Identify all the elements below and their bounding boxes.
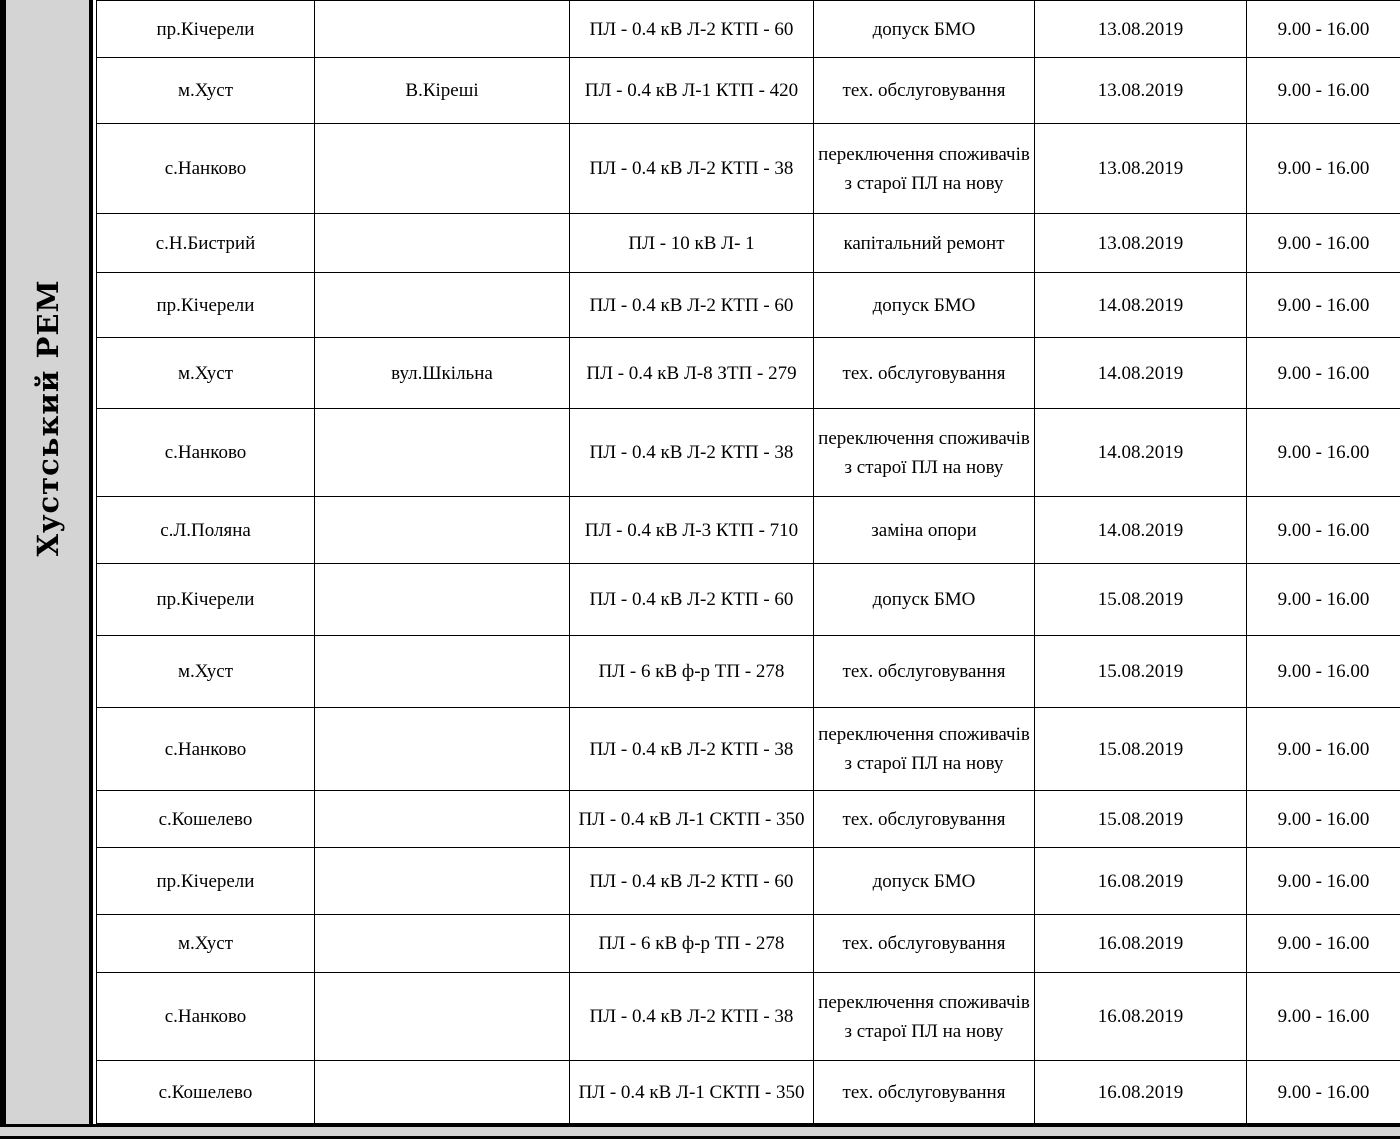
- time-cell: 9.00 - 16.00: [1247, 564, 1400, 636]
- time-cell: 9.00 - 16.00: [1247, 338, 1400, 409]
- date-cell: 13.08.2019: [1035, 214, 1247, 273]
- settlement-cell: пр.Кічерели: [97, 564, 315, 636]
- power-line-cell: ПЛ - 0.4 кВ Л-1 СКТП - 350: [570, 1061, 814, 1124]
- time-cell: 9.00 - 16.00: [1247, 636, 1400, 708]
- time-cell: 9.00 - 16.00: [1247, 58, 1400, 124]
- street-cell: [315, 409, 570, 497]
- settlement-cell: с.Кошелево: [97, 1061, 315, 1124]
- date-cell: 14.08.2019: [1035, 338, 1247, 409]
- work-type-cell: переключення споживачів з старої ПЛ на нову: [814, 973, 1035, 1061]
- power-line-cell: ПЛ - 0.4 кВ Л-2 КТП - 60: [570, 564, 814, 636]
- power-line-cell: ПЛ - 0.4 кВ Л-8 ЗТП - 279: [570, 338, 814, 409]
- settlement-cell: м.Хуст: [97, 58, 315, 124]
- power-line-cell: ПЛ - 0.4 кВ Л-2 КТП - 60: [570, 1, 814, 58]
- table-row: [97, 915, 1400, 973]
- work-type-cell: тех. обслуговування: [814, 636, 1035, 708]
- power-line-cell: ПЛ - 6 кВ ф-р ТП - 278: [570, 636, 814, 708]
- time-cell: 9.00 - 16.00: [1247, 273, 1400, 338]
- time-cell: 9.00 - 16.00: [1247, 1, 1400, 58]
- date-cell: 14.08.2019: [1035, 273, 1247, 338]
- table-row: [97, 58, 1400, 124]
- table-row: [97, 1061, 1400, 1124]
- street-cell: [315, 214, 570, 273]
- work-type-cell: тех. обслуговування: [814, 338, 1035, 409]
- date-cell: 13.08.2019: [1035, 124, 1247, 214]
- date-cell: 16.08.2019: [1035, 973, 1247, 1061]
- rem-label: Хустський РЕМ: [30, 279, 65, 557]
- work-type-cell: тех. обслуговування: [814, 915, 1035, 973]
- settlement-cell: пр.Кічерели: [97, 1, 315, 58]
- work-type-cell: допуск БМО: [814, 564, 1035, 636]
- work-type-cell: заміна опори: [814, 497, 1035, 564]
- power-line-cell: ПЛ - 0.4 кВ Л-2 КТП - 38: [570, 708, 814, 791]
- date-cell: 15.08.2019: [1035, 636, 1247, 708]
- table-row: [97, 708, 1400, 791]
- work-type-cell: допуск БМО: [814, 273, 1035, 338]
- work-type-cell: переключення споживачів з старої ПЛ на нову: [814, 409, 1035, 497]
- street-cell: [315, 497, 570, 564]
- power-line-cell: ПЛ - 0.4 кВ Л-2 КТП - 60: [570, 848, 814, 915]
- time-cell: 9.00 - 16.00: [1247, 214, 1400, 273]
- date-cell: 14.08.2019: [1035, 409, 1247, 497]
- table-row: [97, 497, 1400, 564]
- date-cell: 15.08.2019: [1035, 708, 1247, 791]
- time-cell: 9.00 - 16.00: [1247, 848, 1400, 915]
- work-type-cell: переключення споживачів з старої ПЛ на нову: [814, 708, 1035, 791]
- settlement-cell: м.Хуст: [97, 636, 315, 708]
- power-line-cell: ПЛ - 6 кВ ф-р ТП - 278: [570, 915, 814, 973]
- table-row: [97, 124, 1400, 214]
- work-type-cell: тех. обслуговування: [814, 58, 1035, 124]
- work-type-cell: тех. обслуговування: [814, 1061, 1035, 1124]
- date-cell: 16.08.2019: [1035, 915, 1247, 973]
- table-row: [97, 973, 1400, 1061]
- date-cell: 14.08.2019: [1035, 497, 1247, 564]
- date-cell: 16.08.2019: [1035, 1061, 1247, 1124]
- table-row: [97, 791, 1400, 848]
- rem-cell: [4, 0, 93, 1124]
- settlement-cell: с.Нанково: [97, 708, 315, 791]
- table-row: [97, 1, 1400, 58]
- settlement-cell: с.Нанково: [97, 973, 315, 1061]
- settlement-cell: м.Хуст: [97, 915, 315, 973]
- time-cell: 9.00 - 16.00: [1247, 791, 1400, 848]
- settlement-cell: м.Хуст: [97, 338, 315, 409]
- table-row: [97, 273, 1400, 338]
- table-row: [97, 848, 1400, 915]
- date-cell: 15.08.2019: [1035, 791, 1247, 848]
- table-row: [97, 409, 1400, 497]
- outage-schedule-table: [96, 0, 1400, 1124]
- work-type-cell: капітальний ремонт: [814, 214, 1035, 273]
- work-type-cell: переключення споживачів з старої ПЛ на нову: [814, 124, 1035, 214]
- street-cell: вул.Шкільна: [315, 338, 570, 409]
- power-line-cell: ПЛ - 0.4 кВ Л-3 КТП - 710: [570, 497, 814, 564]
- bottom-border-strip: [0, 1124, 1400, 1139]
- settlement-cell: с.Л.Поляна: [97, 497, 315, 564]
- date-cell: 13.08.2019: [1035, 1, 1247, 58]
- street-cell: [315, 848, 570, 915]
- work-type-cell: допуск БМО: [814, 848, 1035, 915]
- street-cell: [315, 273, 570, 338]
- time-cell: 9.00 - 16.00: [1247, 497, 1400, 564]
- time-cell: 9.00 - 16.00: [1247, 915, 1400, 973]
- settlement-cell: с.Н.Бистрий: [97, 214, 315, 273]
- date-cell: 16.08.2019: [1035, 848, 1247, 915]
- power-line-cell: ПЛ - 0.4 кВ Л-2 КТП - 38: [570, 409, 814, 497]
- settlement-cell: с.Нанково: [97, 409, 315, 497]
- settlement-cell: с.Нанково: [97, 124, 315, 214]
- work-type-cell: тех. обслуговування: [814, 791, 1035, 848]
- street-cell: [315, 1061, 570, 1124]
- table-row: [97, 214, 1400, 273]
- table-row: [97, 564, 1400, 636]
- street-cell: [315, 791, 570, 848]
- table-body: [97, 1, 1400, 1124]
- settlement-cell: пр.Кічерели: [97, 273, 315, 338]
- time-cell: 9.00 - 16.00: [1247, 124, 1400, 214]
- power-line-cell: ПЛ - 0.4 кВ Л-2 КТП - 60: [570, 273, 814, 338]
- street-cell: [315, 564, 570, 636]
- power-line-cell: ПЛ - 0.4 кВ Л-1 СКТП - 350: [570, 791, 814, 848]
- power-line-cell: ПЛ - 10 кВ Л- 1: [570, 214, 814, 273]
- table-row: [97, 338, 1400, 409]
- time-cell: 9.00 - 16.00: [1247, 1061, 1400, 1124]
- street-cell: [315, 708, 570, 791]
- settlement-cell: с.Кошелево: [97, 791, 315, 848]
- power-line-cell: ПЛ - 0.4 кВ Л-2 КТП - 38: [570, 124, 814, 214]
- time-cell: 9.00 - 16.00: [1247, 708, 1400, 791]
- power-line-cell: ПЛ - 0.4 кВ Л-2 КТП - 38: [570, 973, 814, 1061]
- street-cell: [315, 1, 570, 58]
- time-cell: 9.00 - 16.00: [1247, 409, 1400, 497]
- power-line-cell: ПЛ - 0.4 кВ Л-1 КТП - 420: [570, 58, 814, 124]
- date-cell: 13.08.2019: [1035, 58, 1247, 124]
- work-type-cell: допуск БМО: [814, 1, 1035, 58]
- date-cell: 15.08.2019: [1035, 564, 1247, 636]
- street-cell: [315, 915, 570, 973]
- time-cell: 9.00 - 16.00: [1247, 973, 1400, 1061]
- table-row: [97, 636, 1400, 708]
- street-cell: [315, 973, 570, 1061]
- street-cell: [315, 636, 570, 708]
- settlement-cell: пр.Кічерели: [97, 848, 315, 915]
- street-cell: В.Кіреші: [315, 58, 570, 124]
- street-cell: [315, 124, 570, 214]
